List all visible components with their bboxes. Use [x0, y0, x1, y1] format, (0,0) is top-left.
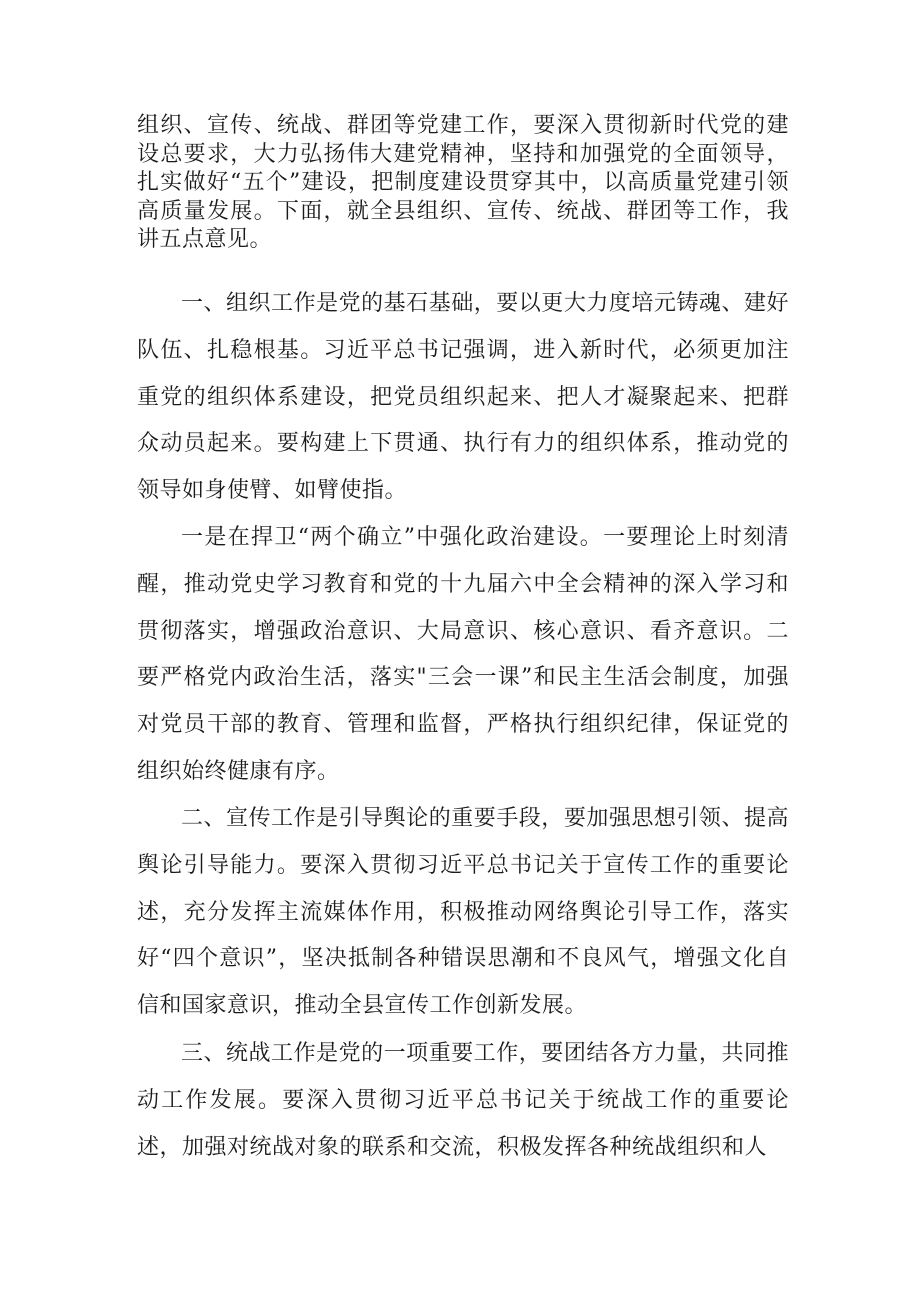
section-one-organization-paragraph: 一、组织工作是党的基石基础，要以更大力度培元铸魂、建好队伍、扎稳根基。习近平总书记强调，进入新时代，必须更加注重党的组织体系建设，把党员组织起来、把人才凝聚起来、把群众动员起来。要构建上下贯通、执行有力的组织体系，推动党的领导如身使臂、如臂使指。 — [137, 291, 789, 504]
political-building-paragraph: 一是在捍卫“两个确立”中强化政治建设。一要理论上时刻清醒，推动党史学习教育和党的十九届六中全会精神的深入学习和贯彻落实，增强政治意识、大局意识、核心意识、看齐意识。二要严格党内政治生活，落实"三会一课”和民主生活会制度，加强对党员干部的教育、管理和监督，严格执行组织纪律，保证党的组织始终健康有序。 — [137, 525, 789, 784]
intro-paragraph: 组织、宣传、统战、群团等党建工作，要深入贯彻新时代党的建设总要求，大力弘扬伟大建党精神，坚持和加强党的全面领导，扎实做好“五个”建设，把制度建设贯穿其中，以高质量党建引领高质量发展。下面，就全县组织、宣传、统战、群团等工作，我讲五点意见。 — [137, 113, 789, 252]
section-two-publicity-paragraph: 二、宣传工作是引导舆论的重要手段，要加强思想引领、提高舆论引导能力。要深入贯彻习近平总书记关于宣传工作的重要论述，充分发挥主流媒体作用，积极推动网络舆论引导工作，落实好“四个意识”，坚决抵制各种错误思潮和不良风气，增强文化自信和国家意识，推动全县宣传工作创新发展。 — [137, 806, 789, 1019]
section-three-united-front-paragraph: 三、统战工作是党的一项重要工作，要团结各方力量，共同推动工作发展。要深入贯彻习近平总书记关于统战工作的重要论述，加强对统战对象的联系和交流，积极发挥各种统战组织和人 — [137, 1041, 789, 1160]
